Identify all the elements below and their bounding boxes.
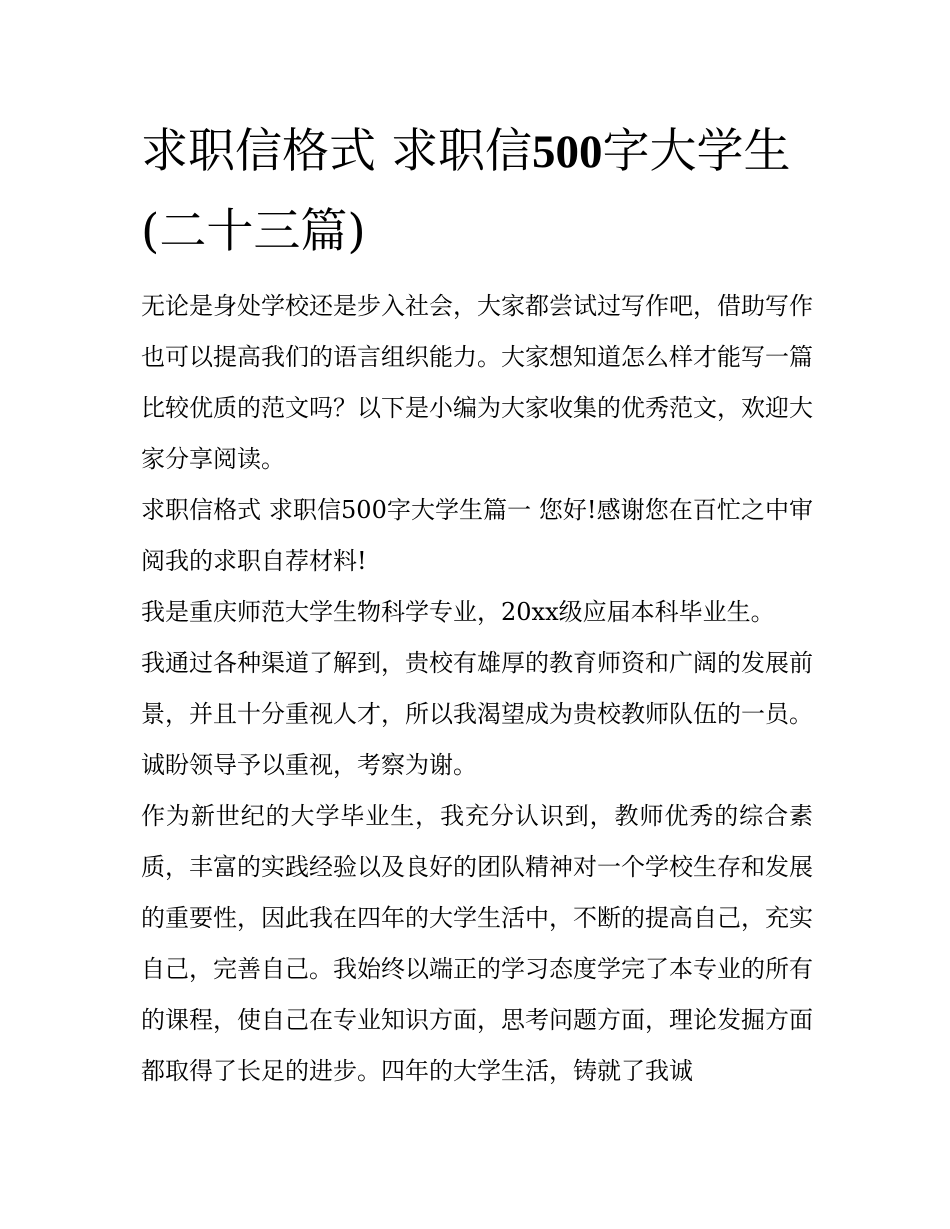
paragraph-self-intro: 我是重庆师范大学生物科学专业，20xx级应届本科毕业生。 bbox=[141, 598, 775, 626]
paragraph-motivation: 我通过各种渠道了解到，贵校有雄厚的教育师资和广阔的发展前景，并且十分重视人才，所以我渴望成为贵校教师队伍的一员。诚盼领导予以重视，考察为谢。 bbox=[141, 649, 813, 779]
title-number: 500 bbox=[531, 126, 603, 178]
paragraph-greeting: 求职信格式 求职信500字大学生篇一 您好!感谢您在百忙之中审阅我的求职自荐材料! bbox=[141, 496, 813, 575]
document-body bbox=[141, 112, 813, 1097]
document-title: 求职信格式 求职信500字大学生(二十三篇) bbox=[141, 124, 791, 259]
paragraph-intro: 无论是身处学校还是步入社会，大家都尝试过写作吧，借助写作也可以提高我们的语言组织能力。大家想知道怎么样才能写一篇比较优质的范文吗？以下是小编为大家收集的优秀范文，欢迎大家分享阅读。 bbox=[141, 292, 813, 473]
paragraph-qualities: 作为新世纪的大学毕业生，我充分认识到，教师优秀的综合素质，丰富的实践经验以及良好的团队精神对一个学校生存和发展的重要性，因此我在四年的大学生活中，不断的提高自己，充实自己，完善自己。我始终以端正的学习态度学完了本专业的所有的课程，使自己在专业知识方面，思考问题方面，理论发掘方面都取得了长足的进步。四年的大学生活，铸就了我诚 bbox=[141, 802, 813, 1085]
